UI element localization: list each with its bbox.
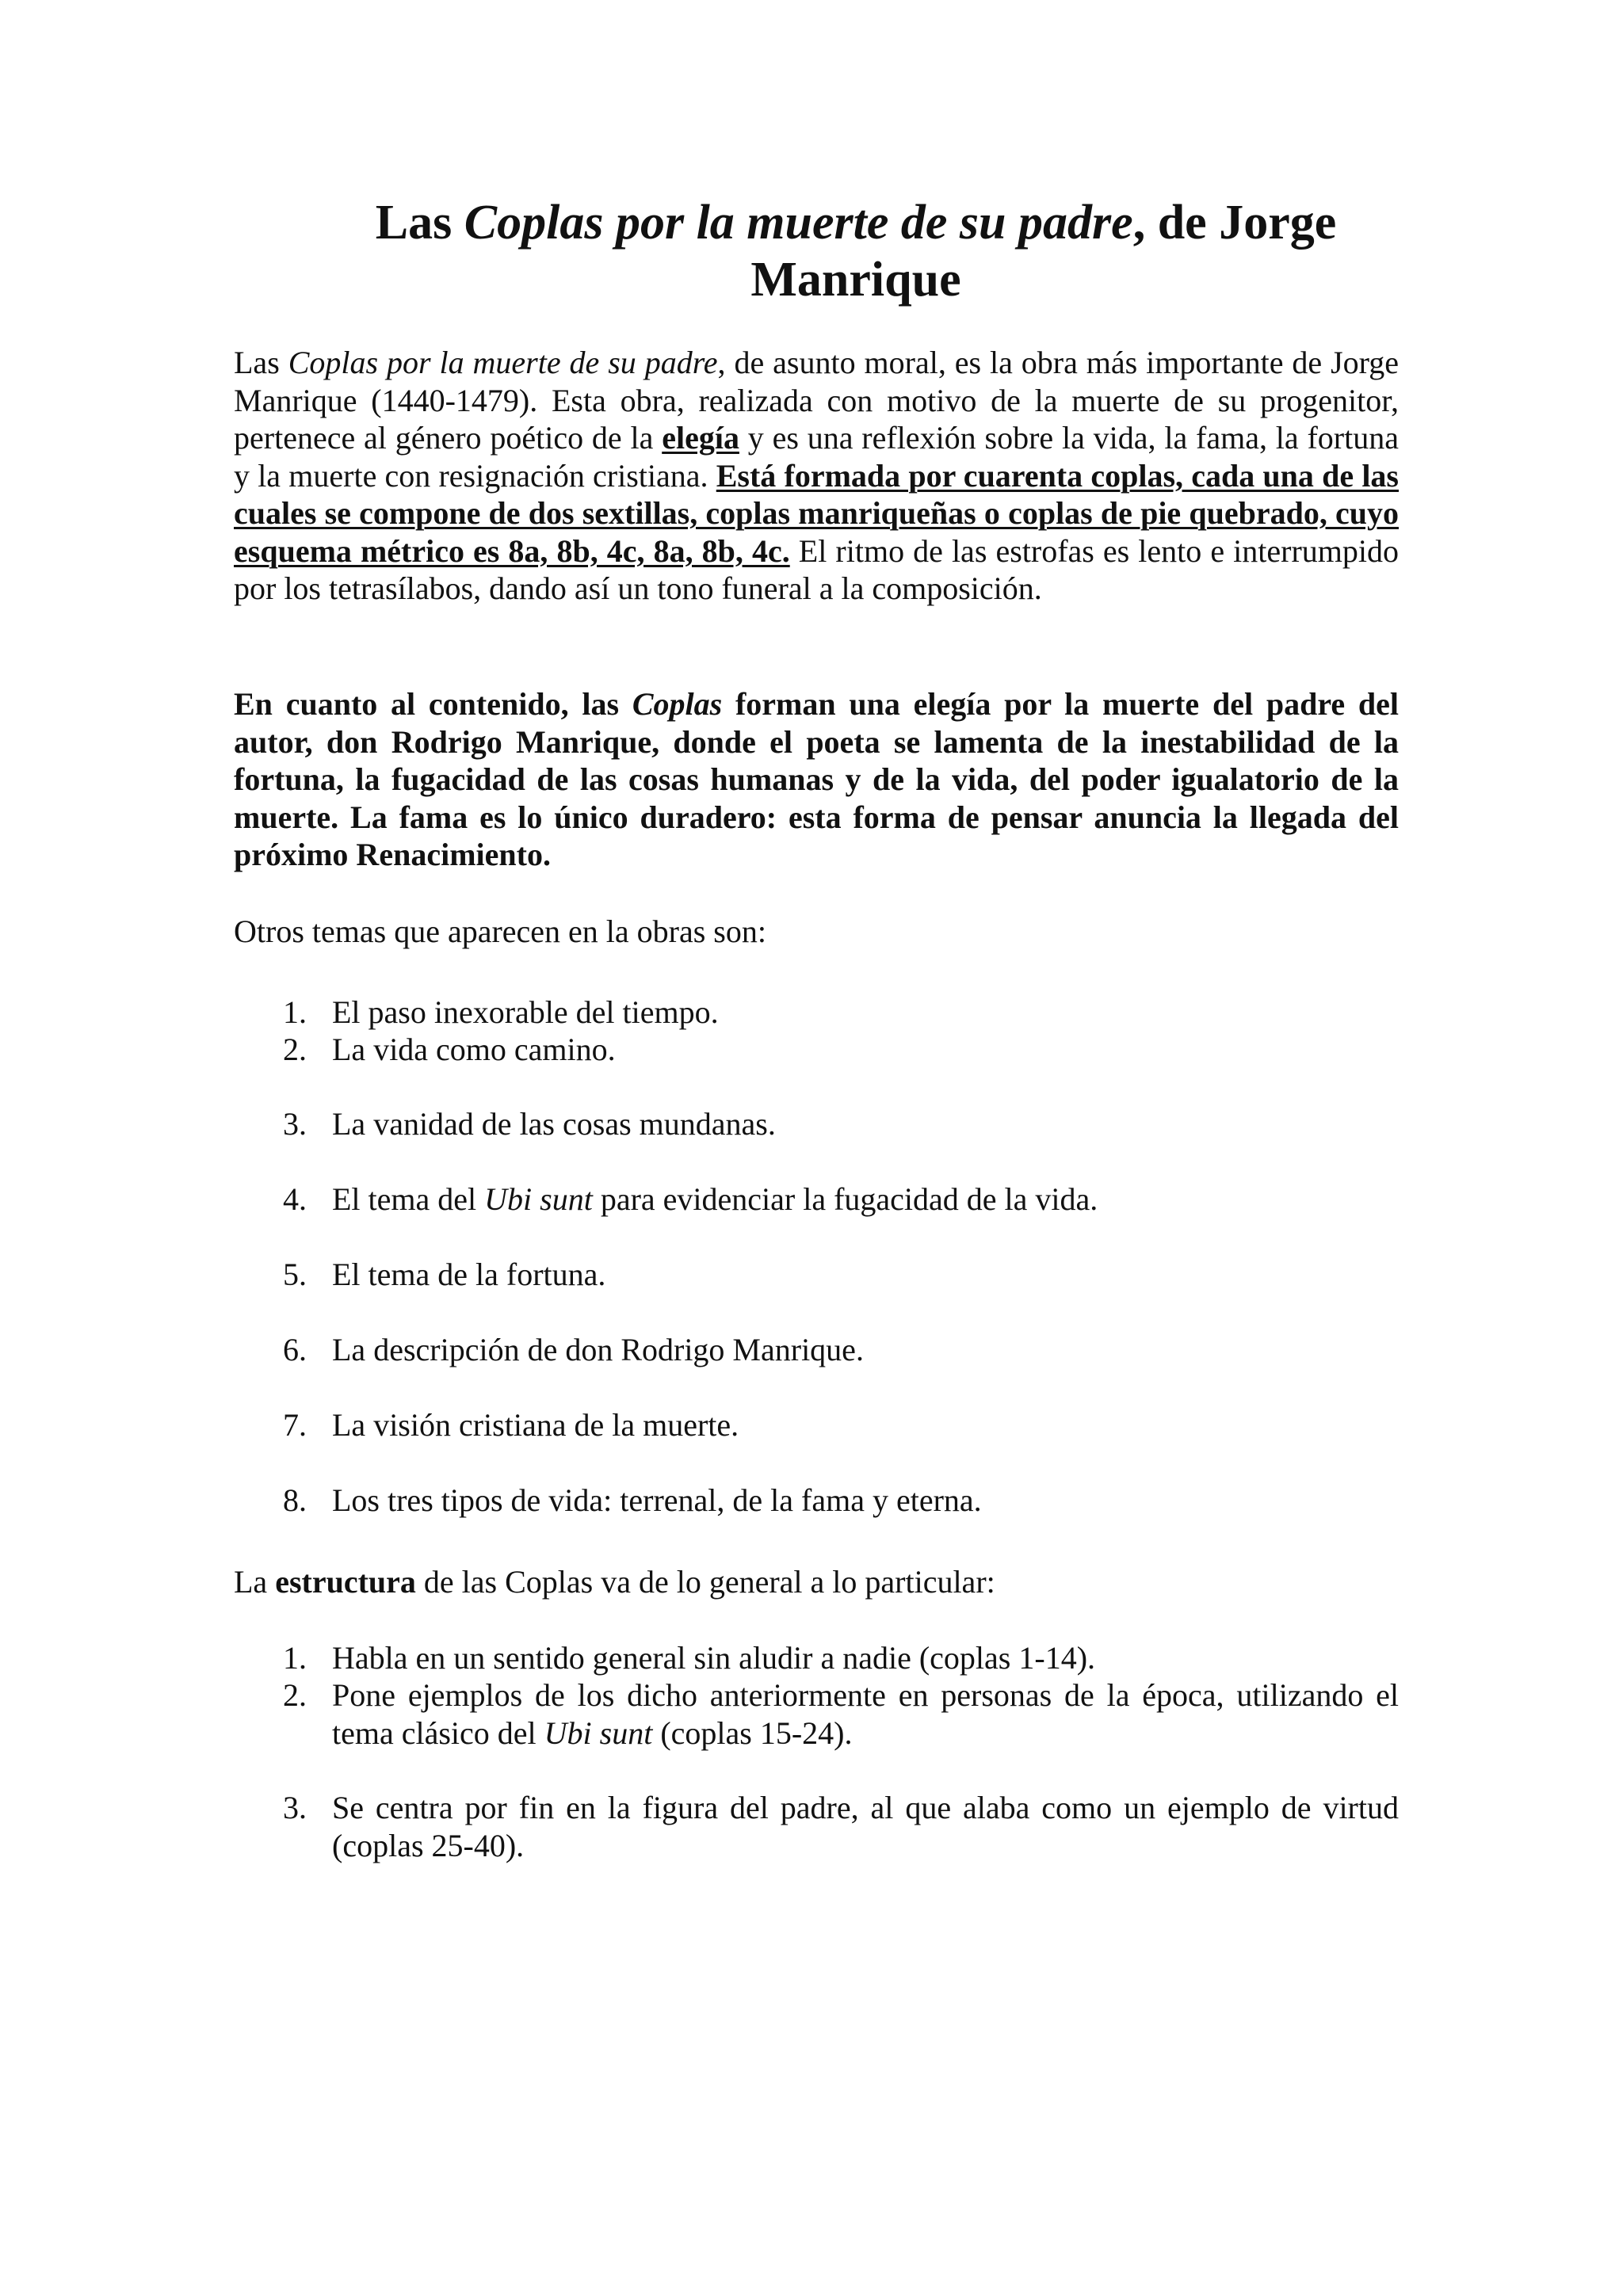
metric-scheme: Está formada por cuarenta coplas, cada una de las cuales se compone de dos sextillas, coplas manriqueñas o coplas de pie quebrado, cuyo esquema métrico es 8a, 8b, 4c, 8a, 8b, 4c. bbox=[234, 457, 1400, 569]
ubi-sunt-term: Ubi sunt bbox=[544, 1714, 653, 1751]
work-name: Coplas por la muerte de su padre bbox=[288, 345, 718, 380]
themes-intro: Otros temas que aparecen en la obras son: bbox=[234, 913, 766, 949]
document-page: Las Coplas por la muerte de su padre, de Jorge Manrique Las Coplas por la muerte de su padre, de asunto moral, es la obra más importante de Jorge Manrique (1440-1479). Esta obra, realizada con motivo de la muerte de su progenitor, pertenece al género poético de la elegía y es una reflexión sobre la vida, la fama, la fortuna y la muerte con resignación cristiana. Está formada por cuarenta coplas, cada una de las cuales se compone de dos sextillas, coplas manriqueñas o coplas de pie quebrado, cuyo esquema métrico es 8a, 8b, 4c, 8a, 8b, 4c. El ritmo de las estrofas es lento e interrumpido por los tetrasílabos, dando así un tono funeral a la composición. En cuanto al contenido, las Coplas forman una elegía por la muerte del padre del autor, don Rodrigo Manrique, donde el poeta se lamenta de la inestabilidad de la fortuna, la fugacidad de las cosas humanas y de la vida, del poder igualatorio de la muerte. La fama es lo único duradero: esta forma de pensar anuncia la llegada del próximo Renacimiento. Otros temas que aparecen en la obras son: 1. El paso inexorable del tiempo. 2. La vida como camino. 3. La vanidad de las cosas mundanas. 4. El tema del Ubi sunt para evidenciar la fugacidad de la vida. 5. El tema de la fortuna. 6. La descripción de don Rodrigo Manrique. 7. La visión cristiana de la muerte. 8. Los tres tipos de vida: terrenal, de la fama y eterna. La estructura de las Coplas va de lo general a lo particular: 1. Habla en un sentido general sin aludir a nadie (coplas 1-14). 2. Pone ejemplos de los dicho anteriormente en personas de la época, utilizando el tema clásico del Ubi sunt (coplas 15-24). 3. Se centra por fin en la figura del padre, al que alaba como un ejemplo de virtud (coplas 25-40). bbox=[0, 0, 1623, 2296]
structure-term: estructura bbox=[275, 1564, 416, 1600]
title-suffix: , de Jorge Manrique bbox=[750, 196, 1337, 307]
title-prefix: Las bbox=[375, 196, 464, 250]
genre-term: elegía bbox=[662, 420, 739, 456]
page-title bbox=[285, 194, 1426, 308]
structure-intro: La estructura de las Coplas va de lo general a lo particular: bbox=[234, 1564, 995, 1600]
title-work-name: Coplas por la muerte de su padre bbox=[464, 196, 1133, 250]
work-short-name: Coplas bbox=[632, 686, 723, 722]
content-paragraph: En cuanto al contenido, las Coplas forman una elegía por la muerte del padre del autor, don Rodrigo Manrique, donde el poeta se lamenta de la inestabilidad de la fortuna, la fugacidad de las cosas humanas y de la vida, del poder igualatorio de la muerte. La fama es lo único duradero: esta forma de pensar anuncia la llegada del próximo Renacimiento. bbox=[234, 686, 1399, 872]
ubi-sunt-term: Ubi sunt bbox=[484, 1181, 593, 1217]
intro-paragraph: Las Coplas por la muerte de su padre, de asunto moral, es la obra más importante de Jorge Manrique (1440-1479). Esta obra, realizada con motivo de la muerte de su progenitor, pertenece al género poético de la elegía y es una reflexión sobre la vida, la fama, la fortuna y la muerte con resignación cristiana. Está formada por cuarenta coplas, cada una de las cuales se compone de dos sextillas, coplas manriqueñas o coplas de pie quebrado, cuyo esquema métrico es 8a, 8b, 4c, 8a, 8b, 4c. El ritmo de las estrofas es lento e interrumpido por los tetrasílabos, dando así un tono funeral a la composición. bbox=[234, 345, 1400, 606]
